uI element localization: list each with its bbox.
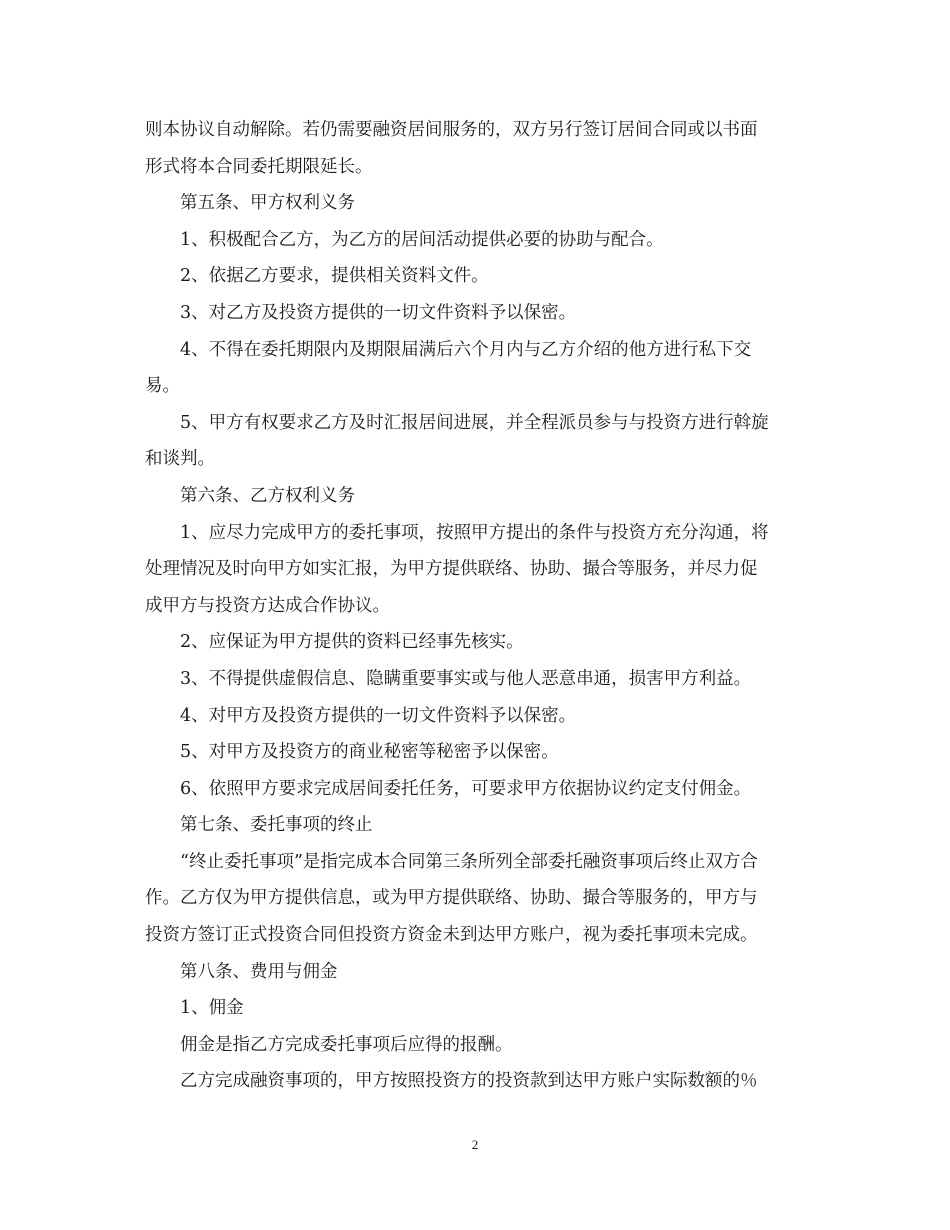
text-line: 1、积极配合乙方，为乙方的居间活动提供必要的协助与配合。 <box>180 229 664 250</box>
text-line: 第八条、费用与佣金 <box>180 961 338 982</box>
text-line: 成甲方与投资方达成合作协议。 <box>145 595 390 616</box>
text-line: 3、对乙方及投资方提供的一切文件资料予以保密。 <box>180 302 577 323</box>
text-line: 乙方完成融资事项的，甲方按照投资方的投资款到达甲方账户实际数额的％ <box>180 1071 758 1092</box>
text-line: 5、甲方有权要求乙方及时汇报居间进展，并全程派员参与与投资方进行斡旋 <box>180 412 769 433</box>
text-line: “终止委托事项”是指完成本合同第三条所列全部委托融资事项后终止双方合 <box>180 851 758 872</box>
text-line: 投资方签订正式投资合同但投资方资金未到达甲方账户，视为委托事项未完成。 <box>145 925 758 946</box>
text-line: 3、不得提供虚假信息、隐瞒重要事实或与他人恶意串通，损害甲方利益。 <box>180 668 752 689</box>
text-line: 第七条、委托事项的终止 <box>180 815 373 836</box>
text-line: 1、佣金 <box>180 998 244 1019</box>
text-line: 4、对甲方及投资方提供的一切文件资料予以保密。 <box>180 705 577 726</box>
text-line: 2、应保证为甲方提供的资料已经事先核实。 <box>180 632 524 653</box>
text-line: 作。乙方仅为甲方提供信息，或为甲方提供联络、协助、撮合等服务的，甲方与 <box>145 888 758 909</box>
text-line: 和谈判。 <box>145 449 215 470</box>
text-line: 第六条、乙方权利义务 <box>180 485 355 506</box>
text-line: 1、应尽力完成甲方的委托事项，按照甲方提出的条件与投资方充分沟通，将 <box>180 522 769 543</box>
text-line: 则本协议自动解除。若仍需要融资居间服务的，双方另行签订居间合同或以书面 <box>145 120 758 140</box>
text-line: 第五条、甲方权利义务 <box>180 193 355 214</box>
text-line: 4、不得在委托期限内及期限届满后六个月内与乙方介绍的他方进行私下交 <box>180 339 752 360</box>
text-line: 易。 <box>145 376 180 397</box>
text-line: 佣金是指乙方完成委托事项后应得的报酬。 <box>180 1034 513 1055</box>
text-line: 处理情况及时向甲方如实汇报，为甲方提供联络、协助、撮合等服务，并尽力促 <box>145 559 758 580</box>
text-line: 5、对甲方及投资方的商业秘密等秘密予以保密。 <box>180 742 559 763</box>
document-body <box>145 112 810 1100</box>
text-line: 2、依据乙方要求，提供相关资料文件。 <box>180 266 489 287</box>
text-line: 形式将本合同委托期限延长。 <box>145 156 373 177</box>
text-line: 6、依照甲方要求完成居间委托任务，可要求甲方依据协议约定支付佣金。 <box>180 778 752 799</box>
page-number: 2 <box>471 1137 479 1152</box>
